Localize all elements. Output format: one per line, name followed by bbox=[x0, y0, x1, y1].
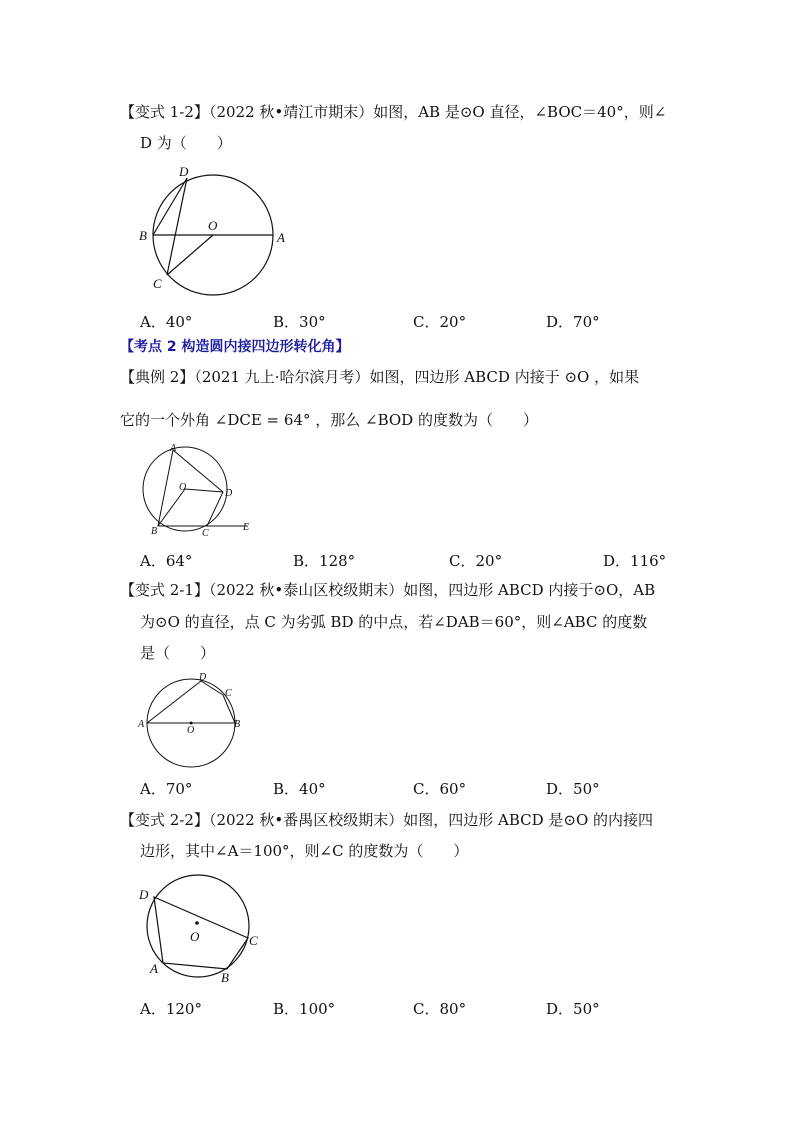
q3-option-c: C．60° bbox=[413, 780, 467, 798]
q3-option-d: D．50° bbox=[546, 780, 600, 798]
q3-option-b: B．40° bbox=[273, 780, 326, 798]
q2-label-b: B bbox=[151, 526, 158, 537]
q2-stem-1: （2021 九上·哈尔滨月考）如图，四边形 ABCD 内接于 ⊙O ，如果 bbox=[194, 368, 640, 386]
q3-figure bbox=[135, 668, 250, 768]
q4-label-o: O bbox=[190, 929, 200, 944]
q1-stem-1: （2022 秋•靖江市期末）如图，AB 是⊙O 直径，∠BOC＝40°，则∠ bbox=[208, 103, 667, 121]
q2-option-b: B．128° bbox=[293, 552, 356, 570]
q4-label-c: C bbox=[249, 933, 258, 948]
q2-label-e: E bbox=[243, 522, 250, 533]
q4-option-c: C．80° bbox=[413, 1000, 467, 1018]
q4-figure bbox=[135, 868, 265, 986]
q2-tag: 【典例 2】 bbox=[120, 368, 195, 386]
q3-option-a: A．70° bbox=[140, 780, 193, 798]
q4-label-b: B bbox=[221, 970, 229, 985]
q2-figure bbox=[135, 440, 265, 540]
q3-label-b: B bbox=[234, 719, 241, 730]
q1-label-c: C bbox=[153, 276, 162, 291]
q4-label-d: D bbox=[139, 887, 149, 902]
q2-option-d: D．116° bbox=[603, 552, 667, 570]
q1-option-a: A．40° bbox=[140, 313, 193, 331]
q3-text-line1 bbox=[120, 580, 655, 600]
q1-option-c: C．20° bbox=[413, 313, 467, 331]
q3-text-line3: 是（ ） bbox=[140, 644, 216, 662]
section-heading: 【考点 2 构造圆内接四边形转化角】 bbox=[120, 339, 350, 355]
q2-label-c: C bbox=[202, 528, 209, 539]
q4-option-a: A．120° bbox=[140, 1000, 202, 1018]
q3-text-line2: 为⊙O 的直径，点 C 为劣弧 BD 的中点，若∠DAB＝60°，则∠ABC 的度数 bbox=[140, 613, 648, 631]
q2-text-line2: 它的一个外角 ∠DCE = 64° ，那么 ∠BOD 的度数为（ ） bbox=[120, 411, 538, 429]
q1-figure bbox=[135, 160, 295, 305]
q3-label-d: D bbox=[199, 672, 207, 683]
q1-label-a: A bbox=[277, 230, 285, 245]
q2-label-a: A bbox=[170, 443, 177, 454]
q2-text-line1 bbox=[120, 367, 639, 387]
q3-label-c: C bbox=[225, 688, 232, 699]
q1-label-o: O bbox=[208, 218, 218, 233]
q4-text-line1 bbox=[120, 810, 653, 830]
q4-tag: 【变式 2-2】 bbox=[120, 811, 209, 829]
q2-label-d: D bbox=[225, 488, 233, 499]
q1-option-b: B．30° bbox=[273, 313, 326, 331]
q1-option-d: D．70° bbox=[546, 313, 600, 331]
q4-label-a: A bbox=[150, 961, 158, 976]
q3-stem-1: （2022 秋•泰山区校级期末）如图，四边形 ABCD 内接于⊙O，AB bbox=[208, 581, 656, 599]
q1-tag: 【变式 1-2】 bbox=[120, 103, 209, 121]
q2-label-o: O bbox=[179, 482, 187, 493]
q3-label-a: A bbox=[138, 719, 145, 730]
q4-option-d: D．50° bbox=[546, 1000, 600, 1018]
q1-text-line2: D 为（ ） bbox=[140, 134, 232, 152]
q3-label-o: O bbox=[187, 725, 195, 736]
q4-text-line2: 边形，其中∠A＝100°，则∠C 的度数为（ ） bbox=[140, 842, 469, 860]
q1-label-d: D bbox=[179, 164, 189, 179]
q1-text-line1 bbox=[120, 102, 666, 122]
q4-option-b: B．100° bbox=[273, 1000, 336, 1018]
q3-tag: 【变式 2-1】 bbox=[120, 581, 209, 599]
q4-stem-1: （2022 秋•番禺区校级期末）如图，四边形 ABCD 是⊙O 的内接四 bbox=[208, 811, 654, 829]
q1-label-b: B bbox=[139, 228, 147, 243]
q2-option-a: A．64° bbox=[140, 552, 193, 570]
q2-option-c: C．20° bbox=[449, 552, 503, 570]
